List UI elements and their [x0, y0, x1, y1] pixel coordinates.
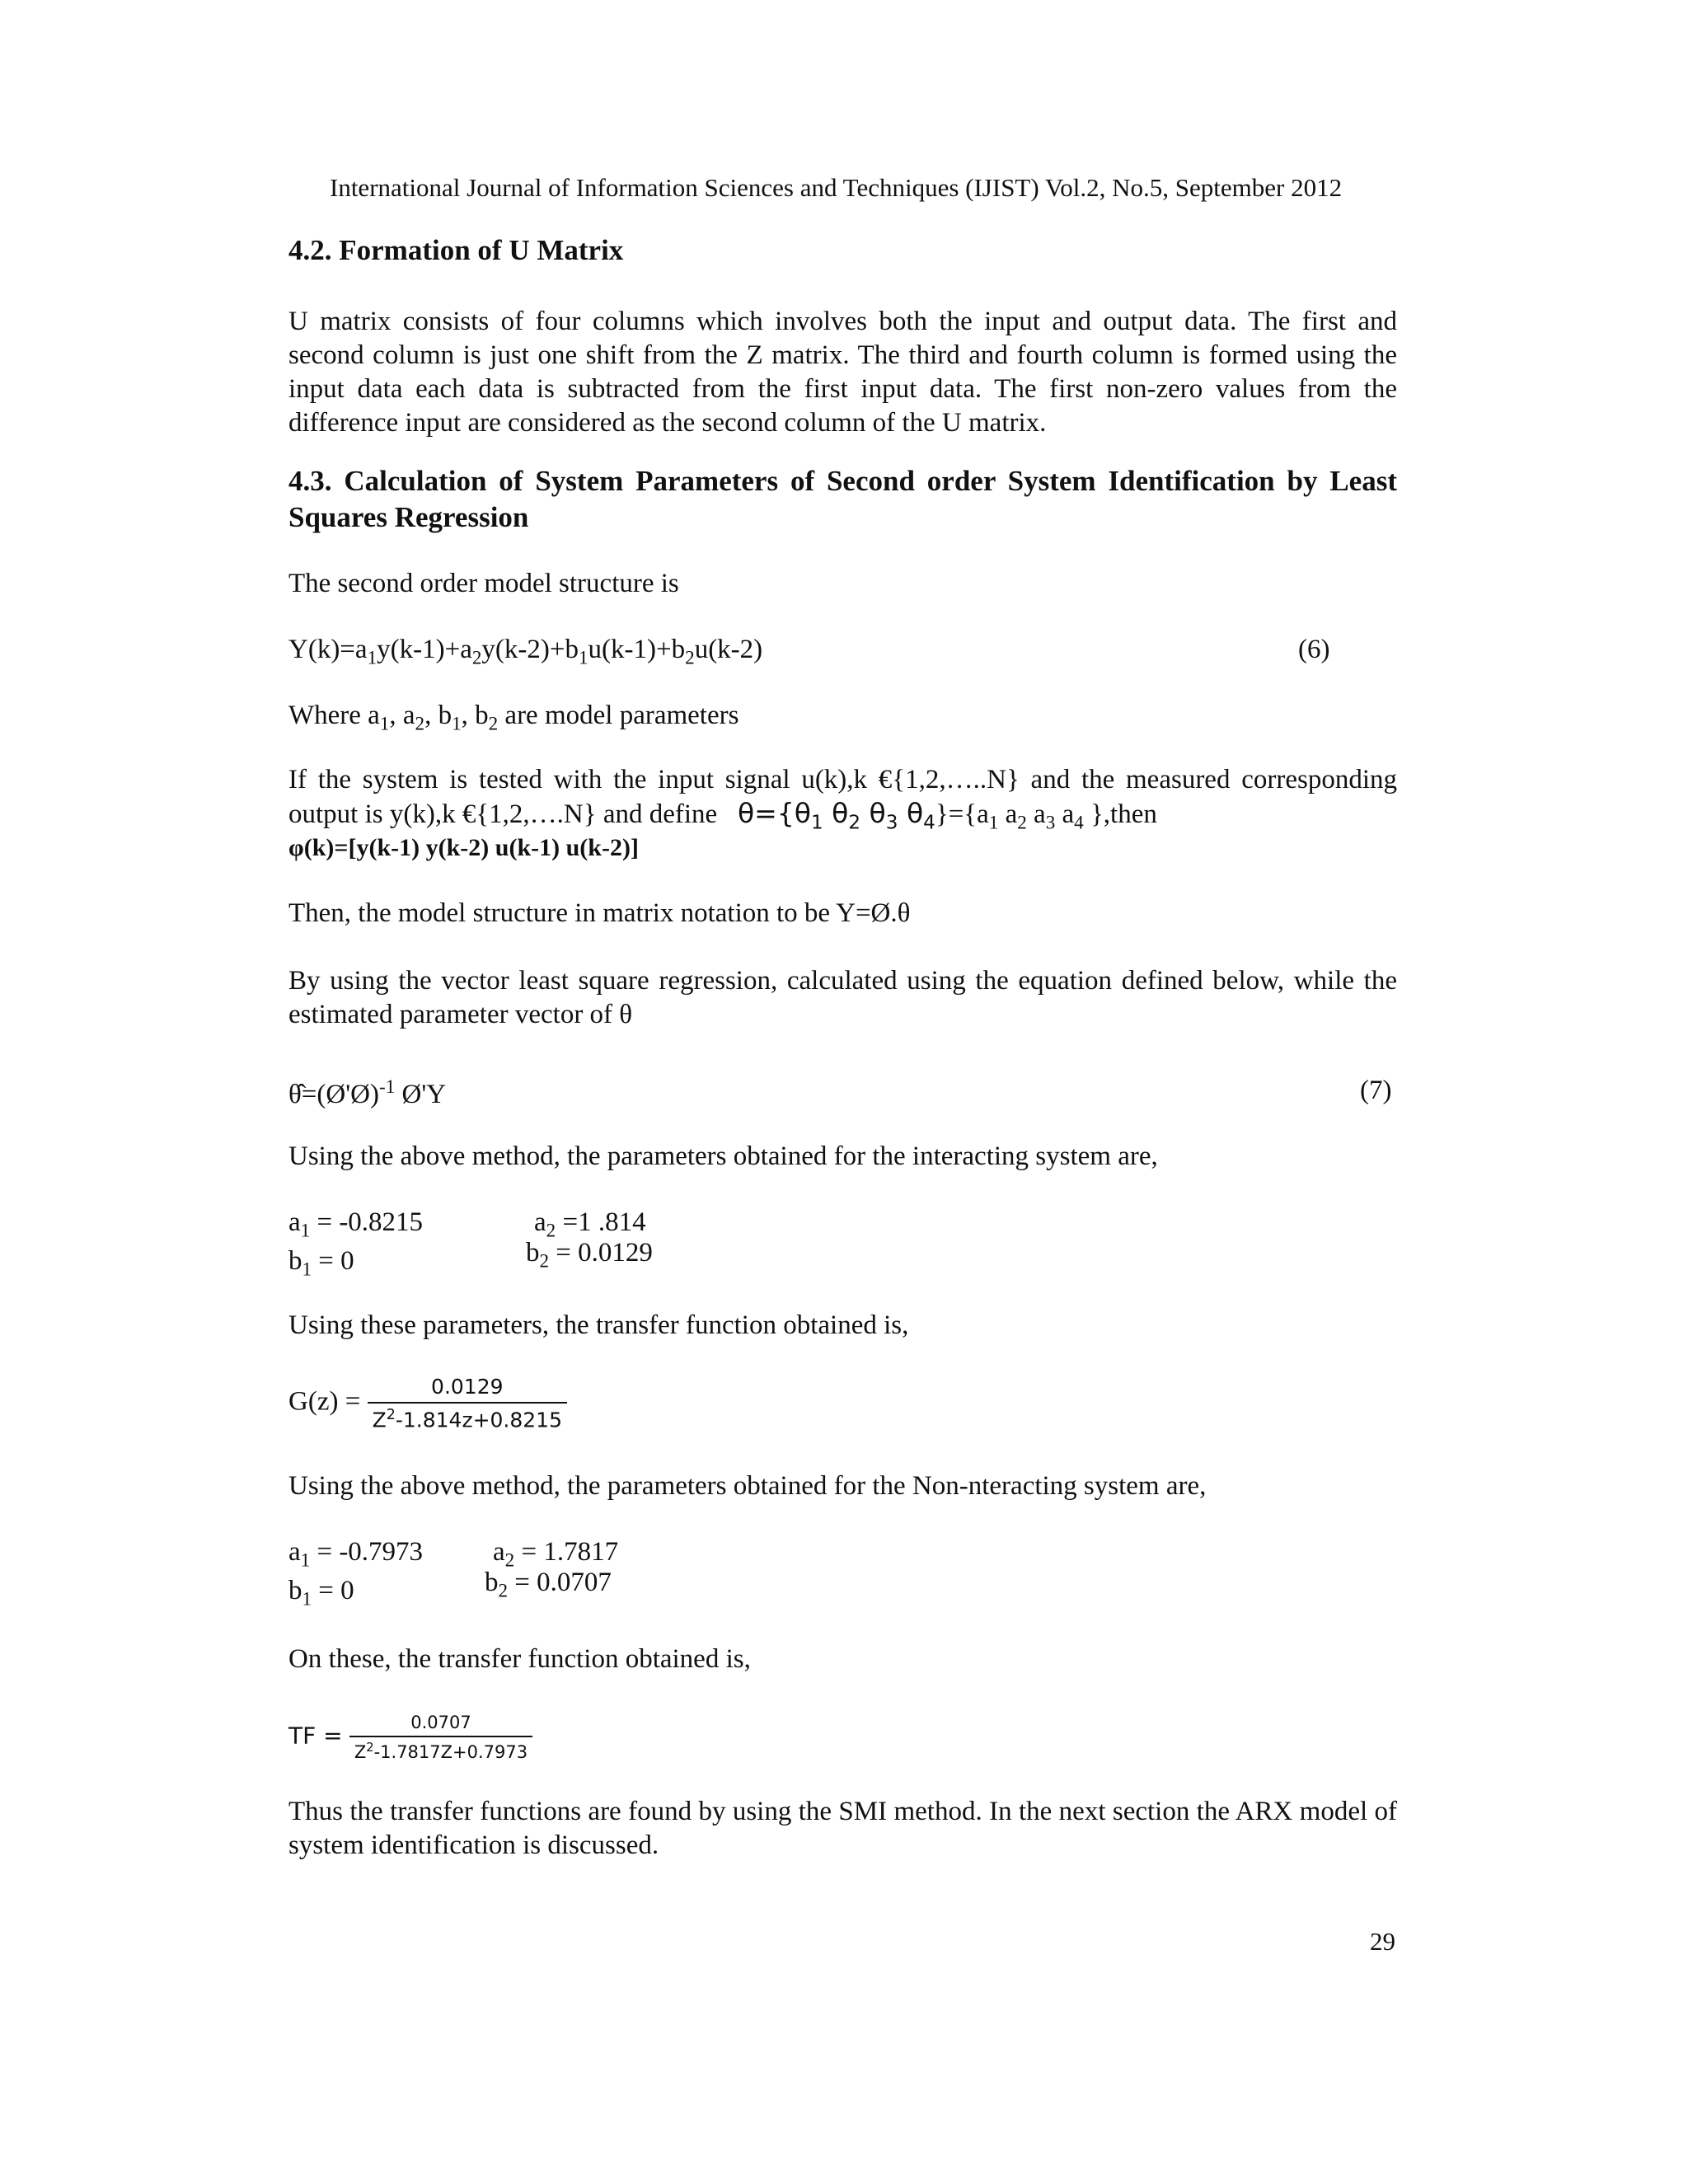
- section-4-3-title: 4.3. Calculation of System Parameters of Second order System Identification by Least Squares Regression: [288, 465, 1397, 533]
- gz-transfer-function: G(z) = $\frac{0.0129}{Z^2-1.814z+0.8215}$: [288, 1375, 567, 1432]
- interacting-a1: $a_1 = -0.8215$: [288, 1207, 424, 1241]
- noninteracting-b2: $b_2 = 0.0707$: [485, 1568, 612, 1601]
- matrix-notation-line: Then, the model structure in matrix notation to be Y=Ø.θ: [288, 898, 911, 928]
- tf-intro-line: Using these parameters, the transfer function obtained is,: [288, 1310, 909, 1340]
- section-4-2-paragraph: U matrix consists of four columns which involves both the input and output data. The first and second column is just one shift from the Z matrix. The third and fourth column is formed using the input data each data is subtracted from the first input data. The first non-zero values from the difference input are considered as the second column of the U matrix.: [288, 307, 1397, 438]
- closing-paragraph: Thus the transfer functions are found by using the SMI method. In the next section the ARX model of system identification is discussed.: [288, 1797, 1397, 1860]
- noninteracting-a1: $a_1 = -0.7973$: [288, 1537, 424, 1571]
- interacting-a2: $a_2 =1$ .814: [534, 1207, 646, 1241]
- tf-denominator: $Z^2-1.7817Z+0.7973$: [354, 1741, 528, 1762]
- gz-denominator: $Z^2-1.814z+0.8215$: [372, 1407, 562, 1432]
- tf-transfer-function: TF = $\frac{0.0707}{Z^2-1.7817Z+0.7973}$: [288, 1713, 532, 1762]
- equation-6-number: (6): [1298, 635, 1330, 664]
- noninteracting-a2: $a_2 = 1.7817$: [493, 1537, 619, 1571]
- tested-line-1: If the system is tested with the input signal u(k),k €{1,2,…..N} and the measured corresponding: [288, 765, 1397, 794]
- equation-7-number: (7): [1360, 1076, 1392, 1105]
- tf-numerator: 0.0707: [349, 1713, 532, 1737]
- interacting-system-line: Using the above method, the parameters obtained for the interacting system are,: [288, 1141, 1158, 1171]
- section-4-2-title: 4.2. Formation of U Matrix: [288, 234, 624, 266]
- equation-7: θ̂=(Ø'Ø)$^{-1}$ Ø'Y: [288, 1076, 447, 1109]
- page-number: 29: [1370, 1927, 1395, 1956]
- interacting-b1: $b_1 = 0$: [288, 1246, 354, 1280]
- model-structure-intro: The second order model structure is: [288, 569, 679, 598]
- journal-header: International Journal of Information Sciences and Techniques (IJIST) Vol.2, No.5, September 2012: [330, 173, 1343, 202]
- tested-line-2: output is y(k),k €{1,2,….N} and define $\theta=\{\theta_1$ $\theta_2$ $\theta_3$ $\theta_4\}=\{a_1$ $a_2$ $a_3$ $a_4$ },then: [288, 797, 1157, 834]
- noninteracting-system-line: Using the above method, the parameters obtained for the Non-nteracting system are,: [288, 1471, 1207, 1501]
- on-these-line: On these, the transfer function obtained is,: [288, 1644, 751, 1674]
- interacting-b2: $b_2 = 0.0129$: [526, 1238, 653, 1272]
- noninteracting-b1: $b_1 = 0$: [288, 1576, 354, 1610]
- phi-vector: φ(k)=[y(k-1) y(k-2) u(k-1) u(k-2)]: [288, 834, 639, 861]
- gz-numerator: 0.0129: [368, 1375, 567, 1404]
- equation-6: $Y(k)=a_1y(k-1)+a_2y(k-2)+b_1u(k-1)+b_2u(k-2)$: [288, 635, 763, 668]
- where-line: Where $a_1$, $a_2$, $b_1$, $b_2$ are model parameters: [288, 701, 739, 734]
- vector-least-square-line: By using the vector least square regression, calculated using the equation defined below, while the estimated parameter vector of θ: [288, 966, 1397, 1029]
